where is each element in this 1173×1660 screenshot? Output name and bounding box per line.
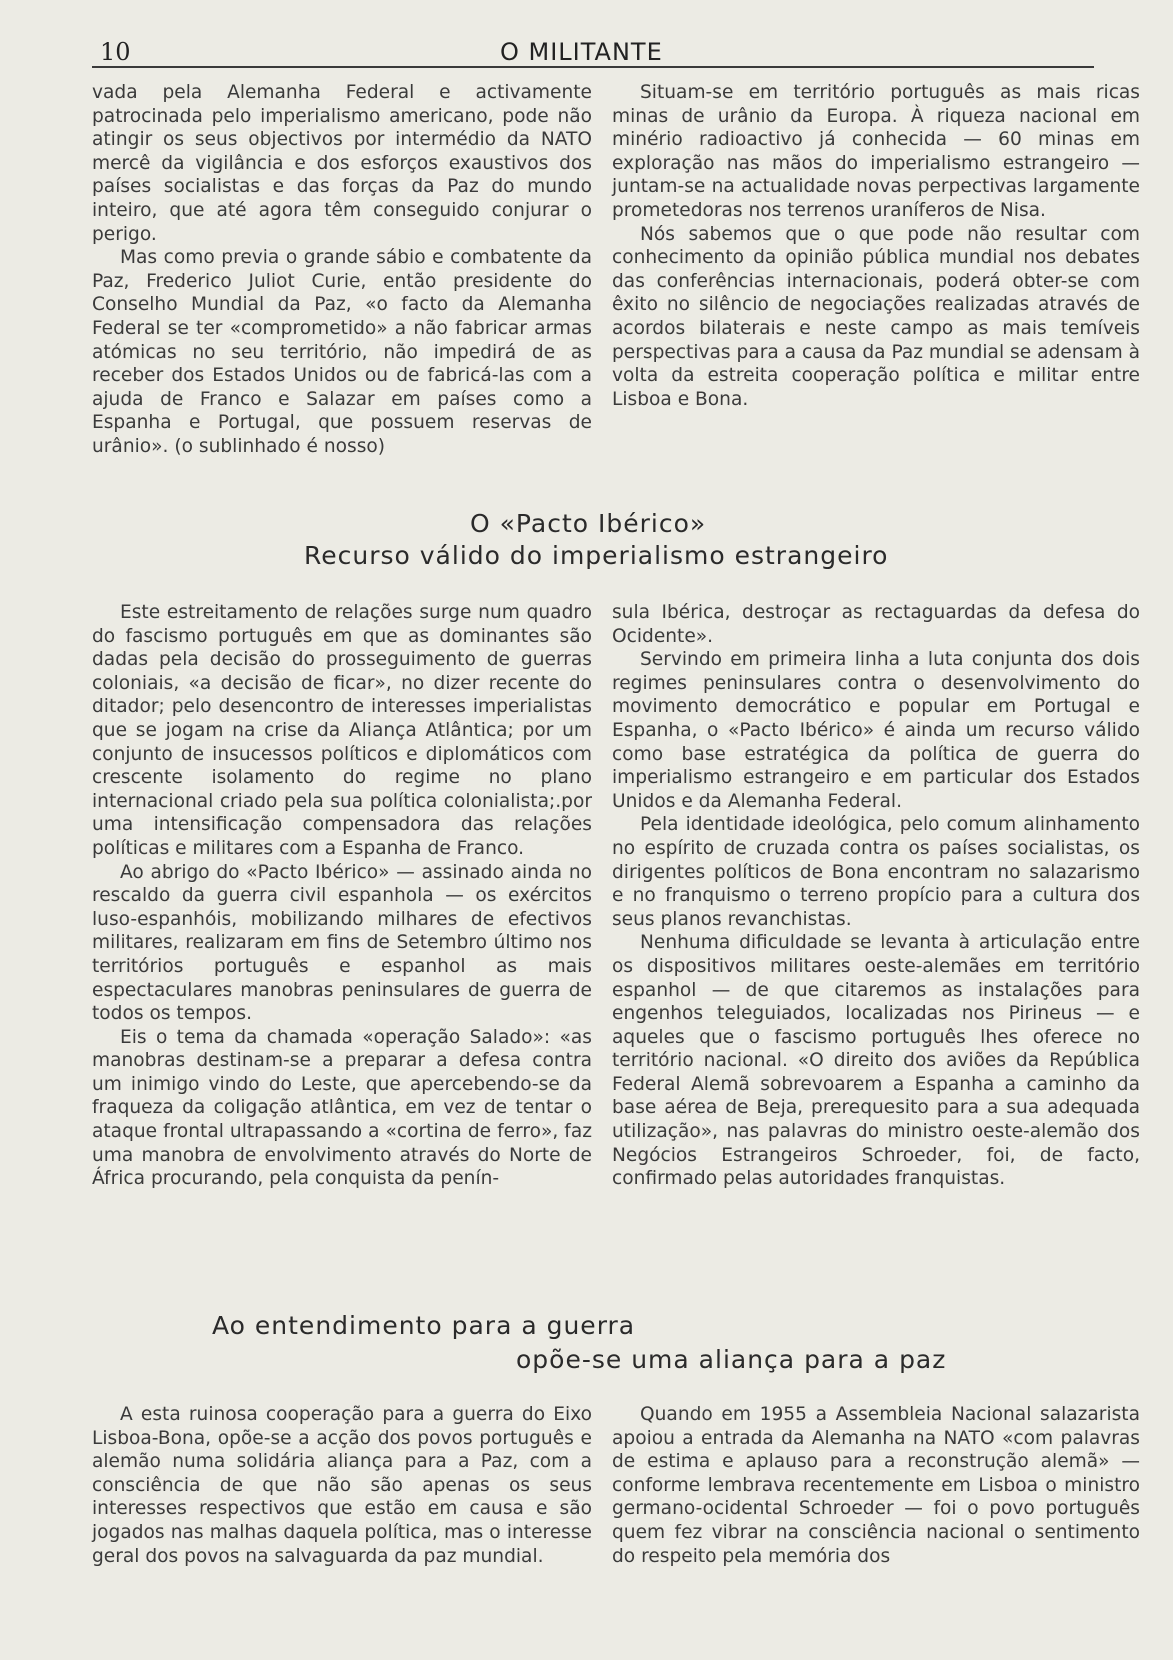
paragraph: Este estreitamento de relações surge num quadro do fascismo português em que as dominantes são dadas pela decisão do prosseguimento de guerras coloniais, «a decisão de ficar», no dizer recente do ditador; pelo desencontro de interesses imperialistas que se jogam na crise da Aliança Atlântica; por um conjunto de insucessos políticos e diplomáticos com crescente isolamento do regime no plano internacional criado pela sua política colonialista;.por uma intensificação compensadora das relações políticas e militares com a Espanha de Franco. xyxy=(92,602,592,859)
newspaper-title: O MILITANTE xyxy=(500,38,663,66)
paragraph: Nós sabemos que o que pode não resultar com conhecimento da opinião pública mundial nos debates das conferências internacionais, poderá obter-se com êxito no silêncio de negociações realizadas através de acordos bilaterais e neste campo as mais temíveis perspectivas para a causa da Paz mundial se adensam à volta da estreita cooperação política e militar entre Lisboa e Bona. xyxy=(612,223,1140,410)
heading-1-subtitle: Recurso válido do imperialismo estrangeiro xyxy=(304,541,889,570)
page-number: 10 xyxy=(100,38,131,66)
section1-column-right xyxy=(612,81,1140,411)
paragraph: Nenhuma dificuldade se levanta à articulação entre os dispositivos militares oeste-alemães em território espanhol — de que citaremos as instalações para engenhos teleguiados, localizadas nos Pirineus — e aqueles que o fascismo português lhes oferece no território nacional. «O direito dos aviões da República Federal Alemã sobrevoarem a Espanha a caminho da base aérea de Beja, prerequesito para a sua adequada utilização», nas palavras do ministro oeste-alemão dos Negócios Estrangeiros Schroeder, foi, de facto, confirmado pelas autoridades franquistas. xyxy=(612,932,1140,1190)
section3-column-left xyxy=(92,1403,592,1568)
paragraph: Quando em 1955 a Assembleia Nacional salazarista apoiou a entrada da Alemanha na NATO «com palavras de estima e aplauso para a reconstrução alemã» — conforme lembrava recentemente em Lisboa o ministro germano-ocidental Schroeder — foi o povo português quem fez vibrar na consciência nacional o sentimento do respeito pela memória dos xyxy=(612,1404,1140,1567)
paragraph: sula Ibérica, destroçar as rectaguardas da defesa do Ocidente». xyxy=(612,602,1140,647)
header-rule xyxy=(92,66,1094,68)
paragraph: Mas como previa o grande sábio e combatente da Paz, Frederico Juliot Curie, então presidente do Conselho Mundial da Paz, «o facto da Alemanha Federal se ter «comprometido» a não fabricar armas atómicas no seu território, não impedirá de as receber dos Estados Unidos ou de fabricá-las com a ajuda de Franco e Salazar em países como a Espanha e Portugal, que possuem reservas de urânio». (o sublinhado é nosso) xyxy=(92,247,592,457)
paragraph: Situam-se em território português as mais ricas minas de urânio da Europa. À riqueza nacional em minério radioactivo já conhecida — 60 minas em exploração nas mãos do imperialismo estrangeiro — juntam-se na actualidade novas perpectivas largamente prometedoras nos terrenos uraníferos de Nisa. xyxy=(612,82,1140,221)
heading-2-title: Ao entendimento para a guerra xyxy=(212,1311,636,1340)
paragraph: vada pela Alemanha Federal e activamente patrocinada pelo imperialismo americano, pode não atingir os seus objectivos por intermédio da NATO mercê da vigilância e dos esforços exaustivos dos países socialistas e das forças da Paz do mundo inteiro, que até agora têm conseguido conjurar o perigo. xyxy=(92,82,592,245)
section3-column-right xyxy=(612,1403,1140,1568)
section2-column-left xyxy=(92,601,592,1191)
paragraph: A esta ruinosa cooperação para a guerra do Eixo Lisboa-Bona, opõe-se a acção dos povos português e alemão numa solidária aliança para a Paz, com a consciência de que não são apenas os seus interesses respectivos que estão em causa e são jogados nas malhas daquela política, mas o interesse geral dos povos na salvaguarda da paz mundial. xyxy=(92,1404,592,1567)
section2-column-right xyxy=(612,601,1140,1191)
paragraph: Pela identidade ideológica, pelo comum alinhamento no espírito de cruzada contra os países socialistas, os dirigentes políticos de Bona encontram no salazarismo e no franquismo o terreno propício para a cultura dos seus planos revanchistas. xyxy=(612,814,1140,930)
section1-column-left xyxy=(92,81,592,459)
heading-1-title: O «Pacto Ibérico» xyxy=(470,509,707,538)
paragraph: Eis o tema da chamada «operação Salado»: «as manobras destinam-se a preparar a defesa contra um inimigo vindo do Leste, que apercebendo-se da fraqueza da coligação atlântica, em vez de tentar o ataque frontal ultrapassando a «cortina de ferro», faz uma manobra de envolvimento através do Norte de África procurando, pela conquista da penín- xyxy=(92,1026,592,1190)
paragraph: Servindo em primeira linha a luta conjunta dos dois regimes peninsulares contra o desenvolvimento do movimento democrático e popular em Portugal e Espanha, o «Pacto Ibérico» é ainda um recurso válido como base estratégica da política de guerra do imperialismo estrangeiro e em particular dos Estados Unidos e da Alemanha Federal. xyxy=(612,649,1140,812)
paragraph: Ao abrigo do «Pacto Ibérico» — assinado ainda no rescaldo da guerra civil espanhola — os exércitos luso-espanhóis, mobilizando milhares de efectivos militares, realizaram em fins de Setembro último nos territórios português e espanhol as mais espectaculares manobras peninsulares de guerra de todos os tempos. xyxy=(92,861,592,1025)
heading-2-subtitle: opõe-se uma aliança para a paz xyxy=(516,1345,947,1374)
